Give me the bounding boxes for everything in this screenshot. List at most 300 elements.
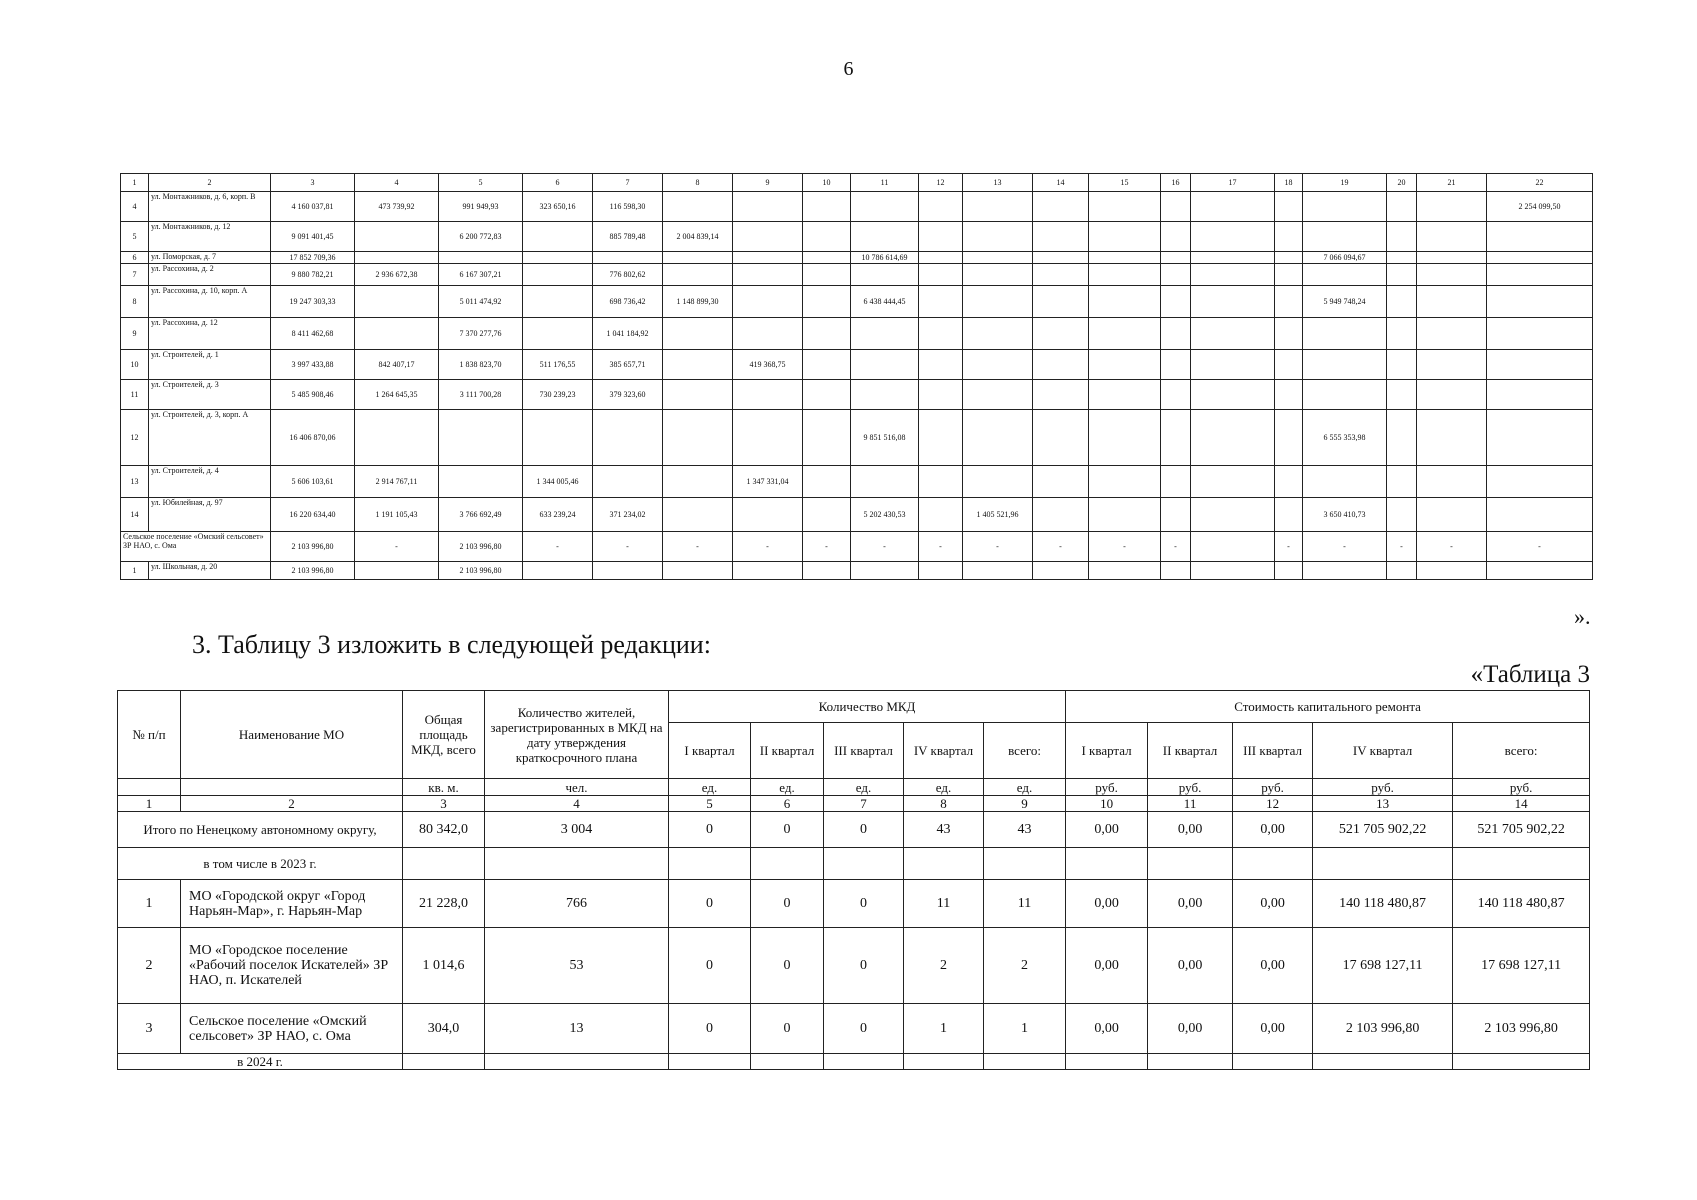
table-cell [1089, 264, 1161, 286]
table-cell [851, 350, 919, 380]
table-cell [1161, 222, 1191, 252]
table-cell [1303, 350, 1387, 380]
table-cell [1161, 380, 1191, 410]
column-number-cell: 14 [1453, 796, 1590, 812]
table-cell [355, 222, 439, 252]
table-cell [1387, 350, 1417, 380]
table-cell [1191, 252, 1275, 264]
table-cell: 16 220 634,40 [271, 498, 355, 532]
page-number: 6 [843, 58, 854, 80]
table-cell [1033, 264, 1089, 286]
column-number-cell: 14 [1033, 174, 1089, 192]
empty-cell [904, 848, 984, 880]
table-cell: 842 407,17 [355, 350, 439, 380]
table-cell [1487, 498, 1593, 532]
table-cell [593, 562, 663, 580]
row-number-cell: 3 [118, 1004, 181, 1054]
column-number-cell: 7 [824, 796, 904, 812]
table-cell: 16 406 870,06 [271, 410, 355, 466]
table-cell [733, 286, 803, 318]
table-cell [593, 410, 663, 466]
table-cell: 0 [824, 880, 904, 928]
table-cell [1191, 222, 1275, 252]
table-cell [1275, 286, 1303, 318]
table-cell [919, 318, 963, 350]
header-area: Общая площадь МКД, всего [403, 691, 485, 779]
mo-name-cell: Сельское поселение «Омский сельсовет» ЗР НАО, с. Ома [181, 1004, 403, 1054]
table-cell [919, 286, 963, 318]
table-cell [1275, 192, 1303, 222]
table-cell [733, 318, 803, 350]
column-number-cell: 3 [271, 174, 355, 192]
table-cell [1161, 350, 1191, 380]
table-cell [1417, 252, 1487, 264]
row-number-cell: 6 [121, 252, 149, 264]
header-cost-q1: I квартал [1066, 723, 1148, 779]
table-cell: 385 657,71 [593, 350, 663, 380]
empty-cell [485, 1054, 669, 1070]
table-cell [963, 192, 1033, 222]
table-cell [1417, 222, 1487, 252]
table-cell [1417, 410, 1487, 466]
table-cell: 9 091 401,45 [271, 222, 355, 252]
table-cell: 17 698 127,11 [1313, 928, 1453, 1004]
table-cell [1161, 264, 1191, 286]
table-cell [663, 466, 733, 498]
column-number-cell: 15 [1089, 174, 1161, 192]
table-cell [1191, 380, 1275, 410]
table-cell: 2 914 767,11 [355, 466, 439, 498]
table-cell: 371 234,02 [593, 498, 663, 532]
table-cell: 473 739,92 [355, 192, 439, 222]
table-cell [1191, 532, 1275, 562]
table-cell [1089, 192, 1161, 222]
settlement-name-cell: Сельское поселение «Омский сельсовет» ЗР НАО, с. Ома [121, 532, 271, 562]
table-cell [1191, 286, 1275, 318]
table-cell: 11 [904, 880, 984, 928]
table-cell [1275, 562, 1303, 580]
column-number-cell: 2 [149, 174, 271, 192]
table-cell: - [523, 532, 593, 562]
closing-quote-mark: ». [1574, 604, 1591, 629]
total-row-label: Итого по Ненецкому автономному округу, [118, 812, 403, 848]
address-cell: ул. Поморская, д. 7 [149, 252, 271, 264]
row-number-cell: 10 [121, 350, 149, 380]
table-cell [803, 562, 851, 580]
table-cell: 0,00 [1148, 880, 1233, 928]
table-cell: 2 254 099,50 [1487, 192, 1593, 222]
table-cell: 0,00 [1066, 928, 1148, 1004]
table-cell: 53 [485, 928, 669, 1004]
table-cell: 1 344 005,46 [523, 466, 593, 498]
column-number-cell: 12 [1233, 796, 1313, 812]
table-cell: - [1161, 532, 1191, 562]
row-number-cell: 9 [121, 318, 149, 350]
table-cell: - [851, 532, 919, 562]
table-cell [803, 380, 851, 410]
header-cost-q3: III квартал [1233, 723, 1313, 779]
table-cell [1487, 318, 1593, 350]
table-row [121, 222, 1593, 252]
table-cell [1161, 498, 1191, 532]
subheader-2023: в том числе в 2023 г. [118, 848, 403, 880]
table-cell [851, 192, 919, 222]
table-cell [963, 562, 1033, 580]
table-cell: 1 264 645,35 [355, 380, 439, 410]
table-cell: 4 160 037,81 [271, 192, 355, 222]
table-cell: 2 004 839,14 [663, 222, 733, 252]
table-cell [1033, 350, 1089, 380]
table-cell [1303, 264, 1387, 286]
table-cell [1161, 410, 1191, 466]
unit-cell: кв. м. [403, 779, 485, 796]
table-cell: 885 789,48 [593, 222, 663, 252]
table-cell [1487, 410, 1593, 466]
address-cell: ул. Юбилейная, д. 97 [149, 498, 271, 532]
table-cell: 0 [669, 880, 751, 928]
column-number-cell: 4 [485, 796, 669, 812]
address-cell: ул. Строителей, д. 1 [149, 350, 271, 380]
table-cell [851, 380, 919, 410]
table-cell [1089, 466, 1161, 498]
table-row [118, 1004, 1590, 1054]
table-cell: - [593, 532, 663, 562]
table-cell [523, 264, 593, 286]
column-number-cell: 9 [984, 796, 1066, 812]
table-cell [803, 286, 851, 318]
table-cell: 13 [485, 1004, 669, 1054]
table-cell [963, 380, 1033, 410]
table-cell [1387, 318, 1417, 350]
table-cell [919, 192, 963, 222]
address-cell: ул. Монтажников, д. 6, корп. В [149, 192, 271, 222]
table-cell: 0 [669, 928, 751, 1004]
table-cell [919, 562, 963, 580]
empty-cell [669, 1054, 751, 1070]
empty-cell [669, 848, 751, 880]
subheader-2024: в 2024 г. [118, 1054, 403, 1070]
address-cell: ул. Рассохина, д. 10, корп. А [149, 286, 271, 318]
table-cell: - [1089, 532, 1161, 562]
column-number-cell: 16 [1161, 174, 1191, 192]
table-row [121, 532, 1593, 562]
empty-cell [1453, 1054, 1590, 1070]
table-cell [963, 350, 1033, 380]
table-cell [1303, 318, 1387, 350]
table-cell: 0,00 [1233, 880, 1313, 928]
table-cell: 633 239,24 [523, 498, 593, 532]
table-cell [355, 318, 439, 350]
table-cell [919, 466, 963, 498]
column-number-cell: 6 [523, 174, 593, 192]
empty-cell [1066, 1054, 1148, 1070]
table-cell: 1 148 899,30 [663, 286, 733, 318]
table-cell [523, 562, 593, 580]
table-cell [1089, 222, 1161, 252]
table-cell: 6 555 353,98 [1303, 410, 1387, 466]
unit-cell: руб. [1313, 779, 1453, 796]
table-cell [1417, 562, 1487, 580]
table-cell [1387, 466, 1417, 498]
table-cell: - [963, 532, 1033, 562]
table-cell: - [1387, 532, 1417, 562]
table-cell: - [355, 532, 439, 562]
column-number-cell: 4 [355, 174, 439, 192]
table-cell [1487, 286, 1593, 318]
header-residents: Количество жителей, зарегистрированных в МКД на дату утверждения краткосрочного плана [485, 691, 669, 779]
row-number-cell: 1 [118, 880, 181, 928]
table-cell [1089, 498, 1161, 532]
table-cell [919, 264, 963, 286]
table-cell: 766 [485, 880, 669, 928]
table-cell: - [919, 532, 963, 562]
table-cell: 730 239,23 [523, 380, 593, 410]
empty-cell [1313, 848, 1453, 880]
table-cell [593, 252, 663, 264]
table-cell [523, 252, 593, 264]
table-cell [1275, 318, 1303, 350]
table-cell [1089, 318, 1161, 350]
empty-cell [824, 1054, 904, 1070]
table-cell: 1 347 331,04 [733, 466, 803, 498]
table-cell: 0 [824, 928, 904, 1004]
table-row [121, 410, 1593, 466]
table-cell: - [1303, 532, 1387, 562]
table-cell: 1 [984, 1004, 1066, 1054]
empty-cell [1313, 1054, 1453, 1070]
section-heading: 3. Таблицу 3 изложить в следующей редакции: [192, 630, 711, 659]
column-number-cell: 11 [851, 174, 919, 192]
table-cell [1161, 466, 1191, 498]
table-cell: 5 606 103,61 [271, 466, 355, 498]
table-cell [1387, 264, 1417, 286]
unit-cell: ед. [824, 779, 904, 796]
table-cell: 0 [751, 928, 824, 1004]
table-cell: 8 411 462,68 [271, 318, 355, 350]
table-cell: 0 [751, 880, 824, 928]
table-cell: 1 014,6 [403, 928, 485, 1004]
table-cell: 419 368,75 [733, 350, 803, 380]
table-row-subheader-2024 [118, 1054, 1590, 1070]
column-number-cell: 13 [963, 174, 1033, 192]
table-cell: 1 405 521,96 [963, 498, 1033, 532]
table-cell: 1 [904, 1004, 984, 1054]
table-cell: 0,00 [1066, 812, 1148, 848]
table-cell [919, 252, 963, 264]
table-cell: 5 949 748,24 [1303, 286, 1387, 318]
table-cell: 304,0 [403, 1004, 485, 1054]
table-cell [1487, 350, 1593, 380]
table-row [118, 880, 1590, 928]
table-cell [663, 380, 733, 410]
column-number-cell: 17 [1191, 174, 1275, 192]
table-cell [1487, 264, 1593, 286]
column-number-cell: 11 [1148, 796, 1233, 812]
table-cell: 698 736,42 [593, 286, 663, 318]
table-cell [663, 192, 733, 222]
table-cell: 6 167 307,21 [439, 264, 523, 286]
table-row [121, 318, 1593, 350]
empty-cell [1233, 1054, 1313, 1070]
unit-cell: руб. [1233, 779, 1313, 796]
table-cell: 2 103 996,80 [1453, 1004, 1590, 1054]
table-cell [593, 466, 663, 498]
row-number-cell: 5 [121, 222, 149, 252]
table-cell: 2 103 996,80 [1313, 1004, 1453, 1054]
column-number-cell: 21 [1417, 174, 1487, 192]
table-cell [1089, 350, 1161, 380]
table-cell [439, 252, 523, 264]
table-cell [1417, 318, 1487, 350]
row-number-cell: 14 [121, 498, 149, 532]
address-cell: ул. Рассохина, д. 2 [149, 264, 271, 286]
table-cell [803, 192, 851, 222]
empty-cell [751, 848, 824, 880]
table-cell: 0 [824, 1004, 904, 1054]
table-cell [1033, 498, 1089, 532]
table-cell [963, 222, 1033, 252]
table-cell: 43 [904, 812, 984, 848]
table-cell [355, 252, 439, 264]
table-cell: 991 949,93 [439, 192, 523, 222]
table-cell: 1 041 184,92 [593, 318, 663, 350]
table-cell: 19 247 303,33 [271, 286, 355, 318]
table-cell: 0,00 [1066, 880, 1148, 928]
header-cost-q4: IV квартал [1313, 723, 1453, 779]
table-cell [523, 410, 593, 466]
header-mo-name: Наименование МО [181, 691, 403, 779]
table-cell: 323 650,16 [523, 192, 593, 222]
header-no: № п/п [118, 691, 181, 779]
empty-cell [1148, 848, 1233, 880]
address-cell: ул. Строителей, д. 3, корп. А [149, 410, 271, 466]
table-row [121, 562, 1593, 580]
table-cell: 43 [984, 812, 1066, 848]
table-cell: 1 191 105,43 [355, 498, 439, 532]
table-cell [963, 318, 1033, 350]
table-cell [1417, 380, 1487, 410]
table-cell [355, 562, 439, 580]
table-cell: 3 111 700,28 [439, 380, 523, 410]
table-cell: 0 [751, 812, 824, 848]
table-cell: 511 176,55 [523, 350, 593, 380]
table-cell: 3 004 [485, 812, 669, 848]
table-cell: 0,00 [1148, 928, 1233, 1004]
table-cell: 1 838 823,70 [439, 350, 523, 380]
table-cell: 0 [669, 1004, 751, 1054]
table-cell [663, 498, 733, 532]
header-mkd-count: Количество МКД [669, 691, 1066, 723]
table-cell: 17 852 709,36 [271, 252, 355, 264]
table-row [121, 252, 1593, 264]
column-number-cell: 2 [181, 796, 403, 812]
table-cell [851, 222, 919, 252]
empty-cell [751, 1054, 824, 1070]
table-cell [663, 562, 733, 580]
row-number-cell: 7 [121, 264, 149, 286]
unit-cell: ед. [984, 779, 1066, 796]
table-cell [1387, 252, 1417, 264]
table-row-total [118, 812, 1590, 848]
table-cell: 2 103 996,80 [271, 532, 355, 562]
row-number-cell: 4 [121, 192, 149, 222]
header-repair-cost: Стоимость капитального ремонта [1066, 691, 1590, 723]
table-cell [1303, 380, 1387, 410]
table-cell: 7 066 094,67 [1303, 252, 1387, 264]
unit-cell: чел. [485, 779, 669, 796]
empty-cell [904, 1054, 984, 1070]
table-cell [355, 410, 439, 466]
table-cell: 2 103 996,80 [439, 532, 523, 562]
table-cell [963, 264, 1033, 286]
table-cell [1275, 252, 1303, 264]
table-cell [663, 350, 733, 380]
table-cell [1089, 380, 1161, 410]
table-cell: - [1033, 532, 1089, 562]
unit-cell: ед. [904, 779, 984, 796]
table-cell: 11 [984, 880, 1066, 928]
table-cell: 80 342,0 [403, 812, 485, 848]
table-cell [1417, 466, 1487, 498]
table-cell [1191, 192, 1275, 222]
table-row [121, 380, 1593, 410]
row-number-cell: 12 [121, 410, 149, 466]
header-q2: II квартал [751, 723, 824, 779]
table-cell [803, 318, 851, 350]
column-number-cell: 20 [1387, 174, 1417, 192]
column-number-cell: 8 [663, 174, 733, 192]
unit-cell: руб. [1453, 779, 1590, 796]
table-cell [1033, 252, 1089, 264]
column-number-cell: 6 [751, 796, 824, 812]
header-total-mkd: всего: [984, 723, 1066, 779]
table-cell [851, 562, 919, 580]
table-cell: 5 485 908,46 [271, 380, 355, 410]
table-cell [1487, 380, 1593, 410]
empty-cell [824, 848, 904, 880]
empty-cell [984, 848, 1066, 880]
table-cell [1417, 192, 1487, 222]
address-cell: ул. Строителей, д. 4 [149, 466, 271, 498]
table-cell: 140 118 480,87 [1453, 880, 1590, 928]
table-cell [1089, 252, 1161, 264]
table-row [121, 286, 1593, 318]
table-cell [523, 222, 593, 252]
table-cell: 9 851 516,08 [851, 410, 919, 466]
table-cell: 776 802,62 [593, 264, 663, 286]
table-cell [1303, 222, 1387, 252]
table-cell [1191, 350, 1275, 380]
table-cell [733, 252, 803, 264]
table-cell [1191, 562, 1275, 580]
empty-cell [1066, 848, 1148, 880]
table-cell: 17 698 127,11 [1453, 928, 1590, 1004]
table-cell [1191, 264, 1275, 286]
table-cell [1033, 410, 1089, 466]
table-cell: - [663, 532, 733, 562]
column-number-cell: 19 [1303, 174, 1387, 192]
table-cell: 116 598,30 [593, 192, 663, 222]
table-row [118, 928, 1590, 1004]
row-number-cell: 1 [121, 562, 149, 580]
table-cell [523, 318, 593, 350]
table-cell: - [803, 532, 851, 562]
table-cell [1387, 380, 1417, 410]
table-cell: 21 228,0 [403, 880, 485, 928]
table-cell [439, 410, 523, 466]
table-cell [1033, 562, 1089, 580]
table-cell: 9 880 782,21 [271, 264, 355, 286]
